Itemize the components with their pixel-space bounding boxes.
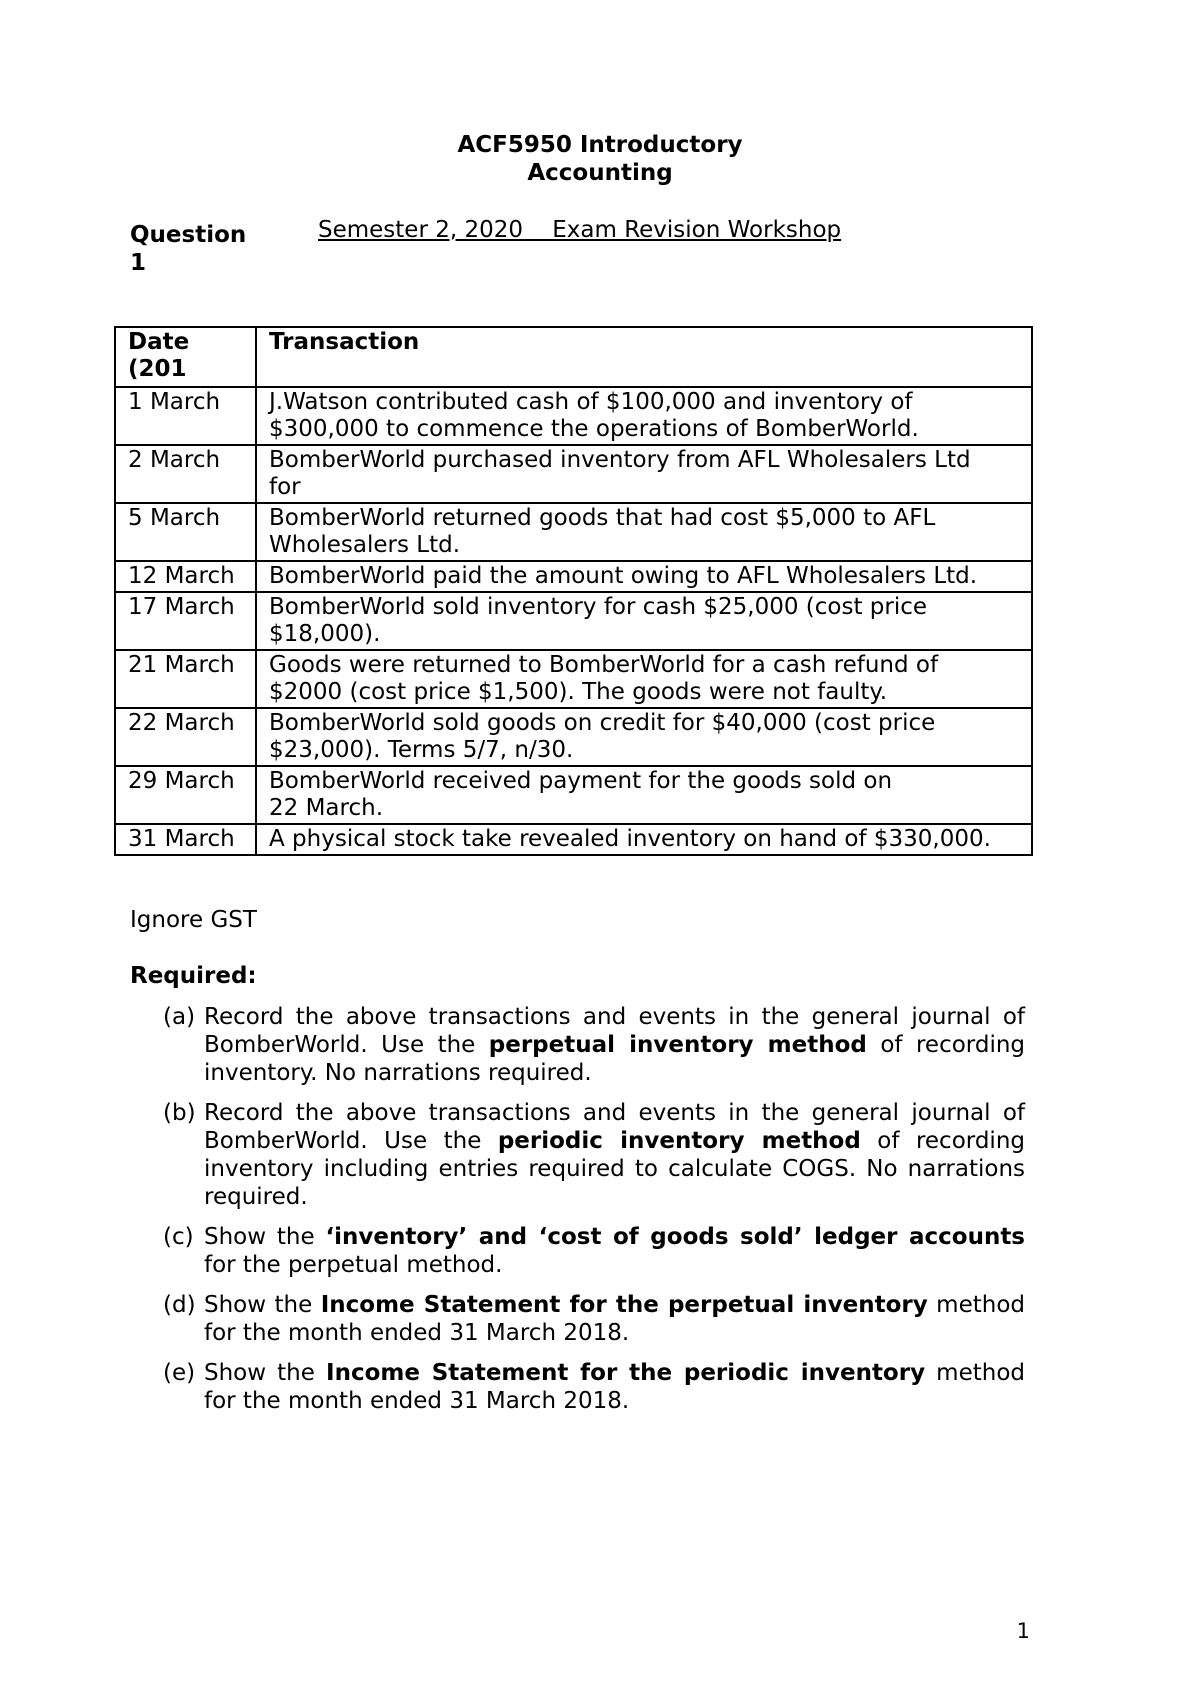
requirement-text-end: method for the month ended 31 March 2018. [204, 1360, 1025, 1414]
transaction-line-2: 22 March. [269, 795, 384, 821]
table-row [115, 708, 1032, 766]
table-row [115, 445, 1032, 503]
page-number: 1 [1016, 1619, 1030, 1643]
date-cell: 1 March [115, 387, 256, 445]
transaction-cell [256, 592, 1032, 650]
requirement-text-end: method for the month ended 31 March 2018. [204, 1292, 1025, 1346]
header-date-cell [115, 327, 256, 387]
date-cell: 29 March [115, 766, 256, 824]
requirement-text-end: of recording inventory including entries required to calculate COGS. No narrations required. [204, 1128, 1025, 1210]
requirement-item [163, 1003, 1025, 1087]
transaction-line-1: BomberWorld received payment for the goods sold on [269, 768, 893, 794]
ignore-gst-note: Ignore GST [130, 907, 257, 933]
table-row [115, 592, 1032, 650]
table-header-row [115, 327, 1032, 387]
header-date-line-1: Date [128, 329, 190, 355]
transaction-line-1: BomberWorld purchased inventory from AFL Wholesalers Ltd [269, 447, 971, 473]
transactions-table [114, 326, 1033, 856]
requirement-emphasis: Income Statement for the periodic inventory [326, 1360, 926, 1386]
date-cell: 22 March [115, 708, 256, 766]
transaction-cell [256, 708, 1032, 766]
date-cell: 2 March [115, 445, 256, 503]
transaction-line-1: BomberWorld sold goods on credit for $40,000 (cost price [269, 710, 936, 736]
date-cell: 21 March [115, 650, 256, 708]
transaction-line-2: $300,000 to commence the operations of BomberWorld. [269, 416, 919, 442]
transaction-line-2: $18,000). [269, 621, 381, 647]
transaction-line-1: BomberWorld sold inventory for cash $25,000 (cost price [269, 594, 928, 620]
requirement-item [163, 1223, 1025, 1279]
requirement-letter: (b) [163, 1100, 196, 1126]
date-cell: 17 March [115, 592, 256, 650]
transaction-line-2: $23,000). Terms 5/7, n/30. [269, 737, 574, 763]
question-label-line-2: 1 [130, 250, 147, 276]
transaction-line-2: $2000 (cost price $1,500). The goods were not faulty. [269, 679, 888, 705]
requirement-letter: (a) [163, 1004, 196, 1030]
transaction-cell [256, 561, 1032, 592]
required-label: Required: [130, 963, 257, 989]
header-date-line-2: (201 [128, 356, 187, 382]
requirement-letter: (d) [163, 1292, 196, 1318]
requirement-emphasis: ‘inventory’ and ‘cost of goods sold’ ledger accounts [325, 1224, 1026, 1250]
requirements-list [163, 1003, 1025, 1427]
transaction-cell [256, 824, 1032, 855]
transactions-table-body [115, 327, 1032, 855]
requirement-text: Record the above transactions and events in the general journal of BomberWorld. Use the [204, 1100, 1025, 1154]
requirement-item [163, 1359, 1025, 1415]
table-row [115, 503, 1032, 561]
table-row [115, 824, 1032, 855]
requirement-text: Show the [204, 1360, 327, 1386]
requirement-text-end: for the perpetual method. [204, 1252, 503, 1278]
semester-heading: Semester 2, 2020 Exam Revision Workshop [318, 217, 842, 243]
title-line-2: Accounting [527, 160, 673, 186]
requirement-text-end: of recording inventory. No narrations required. [204, 1032, 1026, 1086]
question-label-line-1: Question [130, 222, 247, 248]
transaction-cell [256, 650, 1032, 708]
transaction-line-1: J.Watson contributed cash of $100,000 and inventory of [269, 389, 913, 415]
requirement-letter: (e) [163, 1360, 196, 1386]
header-transaction-cell: Transaction [256, 327, 1032, 387]
date-cell: 5 March [115, 503, 256, 561]
transaction-line-2: Wholesalers Ltd. [269, 532, 461, 558]
transaction-cell [256, 766, 1032, 824]
transaction-line-1: BomberWorld paid the amount owing to AFL Wholesalers Ltd. [269, 563, 978, 589]
page-title [380, 131, 820, 187]
table-row [115, 766, 1032, 824]
transaction-line-1: A physical stock take revealed inventory on hand of $330,000. [269, 826, 991, 852]
transaction-cell [256, 387, 1032, 445]
requirement-item [163, 1291, 1025, 1347]
table-row [115, 650, 1032, 708]
table-row [115, 387, 1032, 445]
requirement-text: Show the [204, 1292, 321, 1318]
table-row [115, 561, 1032, 592]
transaction-cell [256, 503, 1032, 561]
requirement-letter: (c) [163, 1224, 194, 1250]
requirement-emphasis: Income Statement for the perpetual inventory [320, 1292, 928, 1318]
requirement-emphasis: perpetual inventory method [488, 1032, 867, 1058]
transaction-line-1: Goods were returned to BomberWorld for a cash refund of [269, 652, 939, 678]
requirement-text: Record the above transactions and events in the general journal of BomberWorld. Use the [204, 1004, 1025, 1058]
requirement-emphasis: periodic inventory method [497, 1128, 861, 1154]
question-label [130, 221, 270, 277]
requirement-text: Show the [204, 1224, 326, 1250]
title-line-1: ACF5950 Introductory [457, 132, 743, 158]
requirement-item [163, 1099, 1025, 1211]
date-cell: 31 March [115, 824, 256, 855]
transaction-line-2: for [269, 474, 301, 500]
transaction-cell [256, 445, 1032, 503]
date-cell: 12 March [115, 561, 256, 592]
transaction-line-1: BomberWorld returned goods that had cost $5,000 to AFL [269, 505, 936, 531]
